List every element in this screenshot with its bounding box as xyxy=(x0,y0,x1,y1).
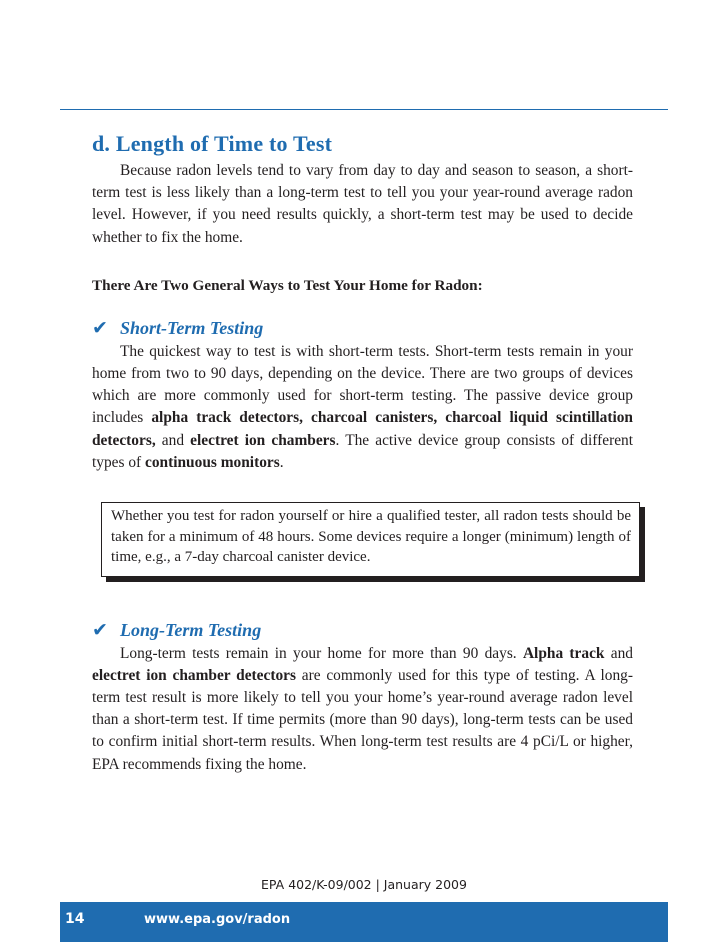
checkmark-icon: ✔ xyxy=(92,618,108,641)
section-title: d. Length of Time to Test xyxy=(92,131,333,156)
long-term-paragraph: Long-term tests remain in your home for more than 90 days. Alpha track and electret ion chamber detectors are commonly used for this type of testing. A long-term test result is more likely to tell you your home’s year-round average radon level than a short-term test. If time permits (more than 90 days), long-term tests can be used to confirm initial short-term results. When long-term test results are 4 pCi/L or higher, EPA recommends fixing the home. xyxy=(92,644,633,773)
short-term-title: Short-Term Testing xyxy=(120,317,264,338)
document-id: EPA 402/K-09/002 | January 2009 xyxy=(261,877,467,892)
page-content xyxy=(92,128,633,776)
electret-ion-chamber-detectors: electret ion chamber detectors xyxy=(92,666,296,684)
passive-devices: alpha track detectors, charcoal canisters, charcoal liquid scintillation detectors, xyxy=(92,409,633,449)
page-number: 14 xyxy=(65,911,85,927)
website-link[interactable]: www.epa.gov/radon xyxy=(144,912,291,927)
short-term-paragraph: The quickest way to test is with short-term tests. Short-term tests remain in your home from two to 90 days, depending on the device. There are two groups of devices which are more commonly used for short-term testing. The passive device group includes alpha track detectors, charcoal canisters, charcoal liquid scintillation detectors, and electret ion chambers. The active device group consists of different types of continuous monitors. xyxy=(92,342,634,471)
intro-paragraph: Because radon levels tend to vary from day to day and season to season, a short-term test is less likely than a long-term test to tell you your year-round average radon level. However, if you need results quickly, a short-term test may be used to decide whether to fix the home. xyxy=(92,162,633,246)
alpha-track: Alpha track xyxy=(522,644,605,662)
long-term-title: Long-Term Testing xyxy=(120,619,262,640)
electret-ion-chambers: electret ion chambers xyxy=(190,431,336,449)
checkmark-icon: ✔ xyxy=(92,316,108,339)
footer-bar xyxy=(60,902,668,942)
minimum-time-note-box: Whether you test for radon yourself or hire a qualified tester, all radon tests should be taken for a minimum of 48 hours. Some devices require a longer (minimum) length of time, e.g., a 7-day charcoal canister device. xyxy=(101,502,640,577)
top-rule xyxy=(60,109,668,110)
short-term-heading xyxy=(92,315,633,341)
continuous-monitors: continuous monitors xyxy=(145,453,280,471)
ways-subheading: There Are Two General Ways to Test Your Home for Radon: xyxy=(92,276,483,294)
long-term-heading xyxy=(92,617,633,643)
